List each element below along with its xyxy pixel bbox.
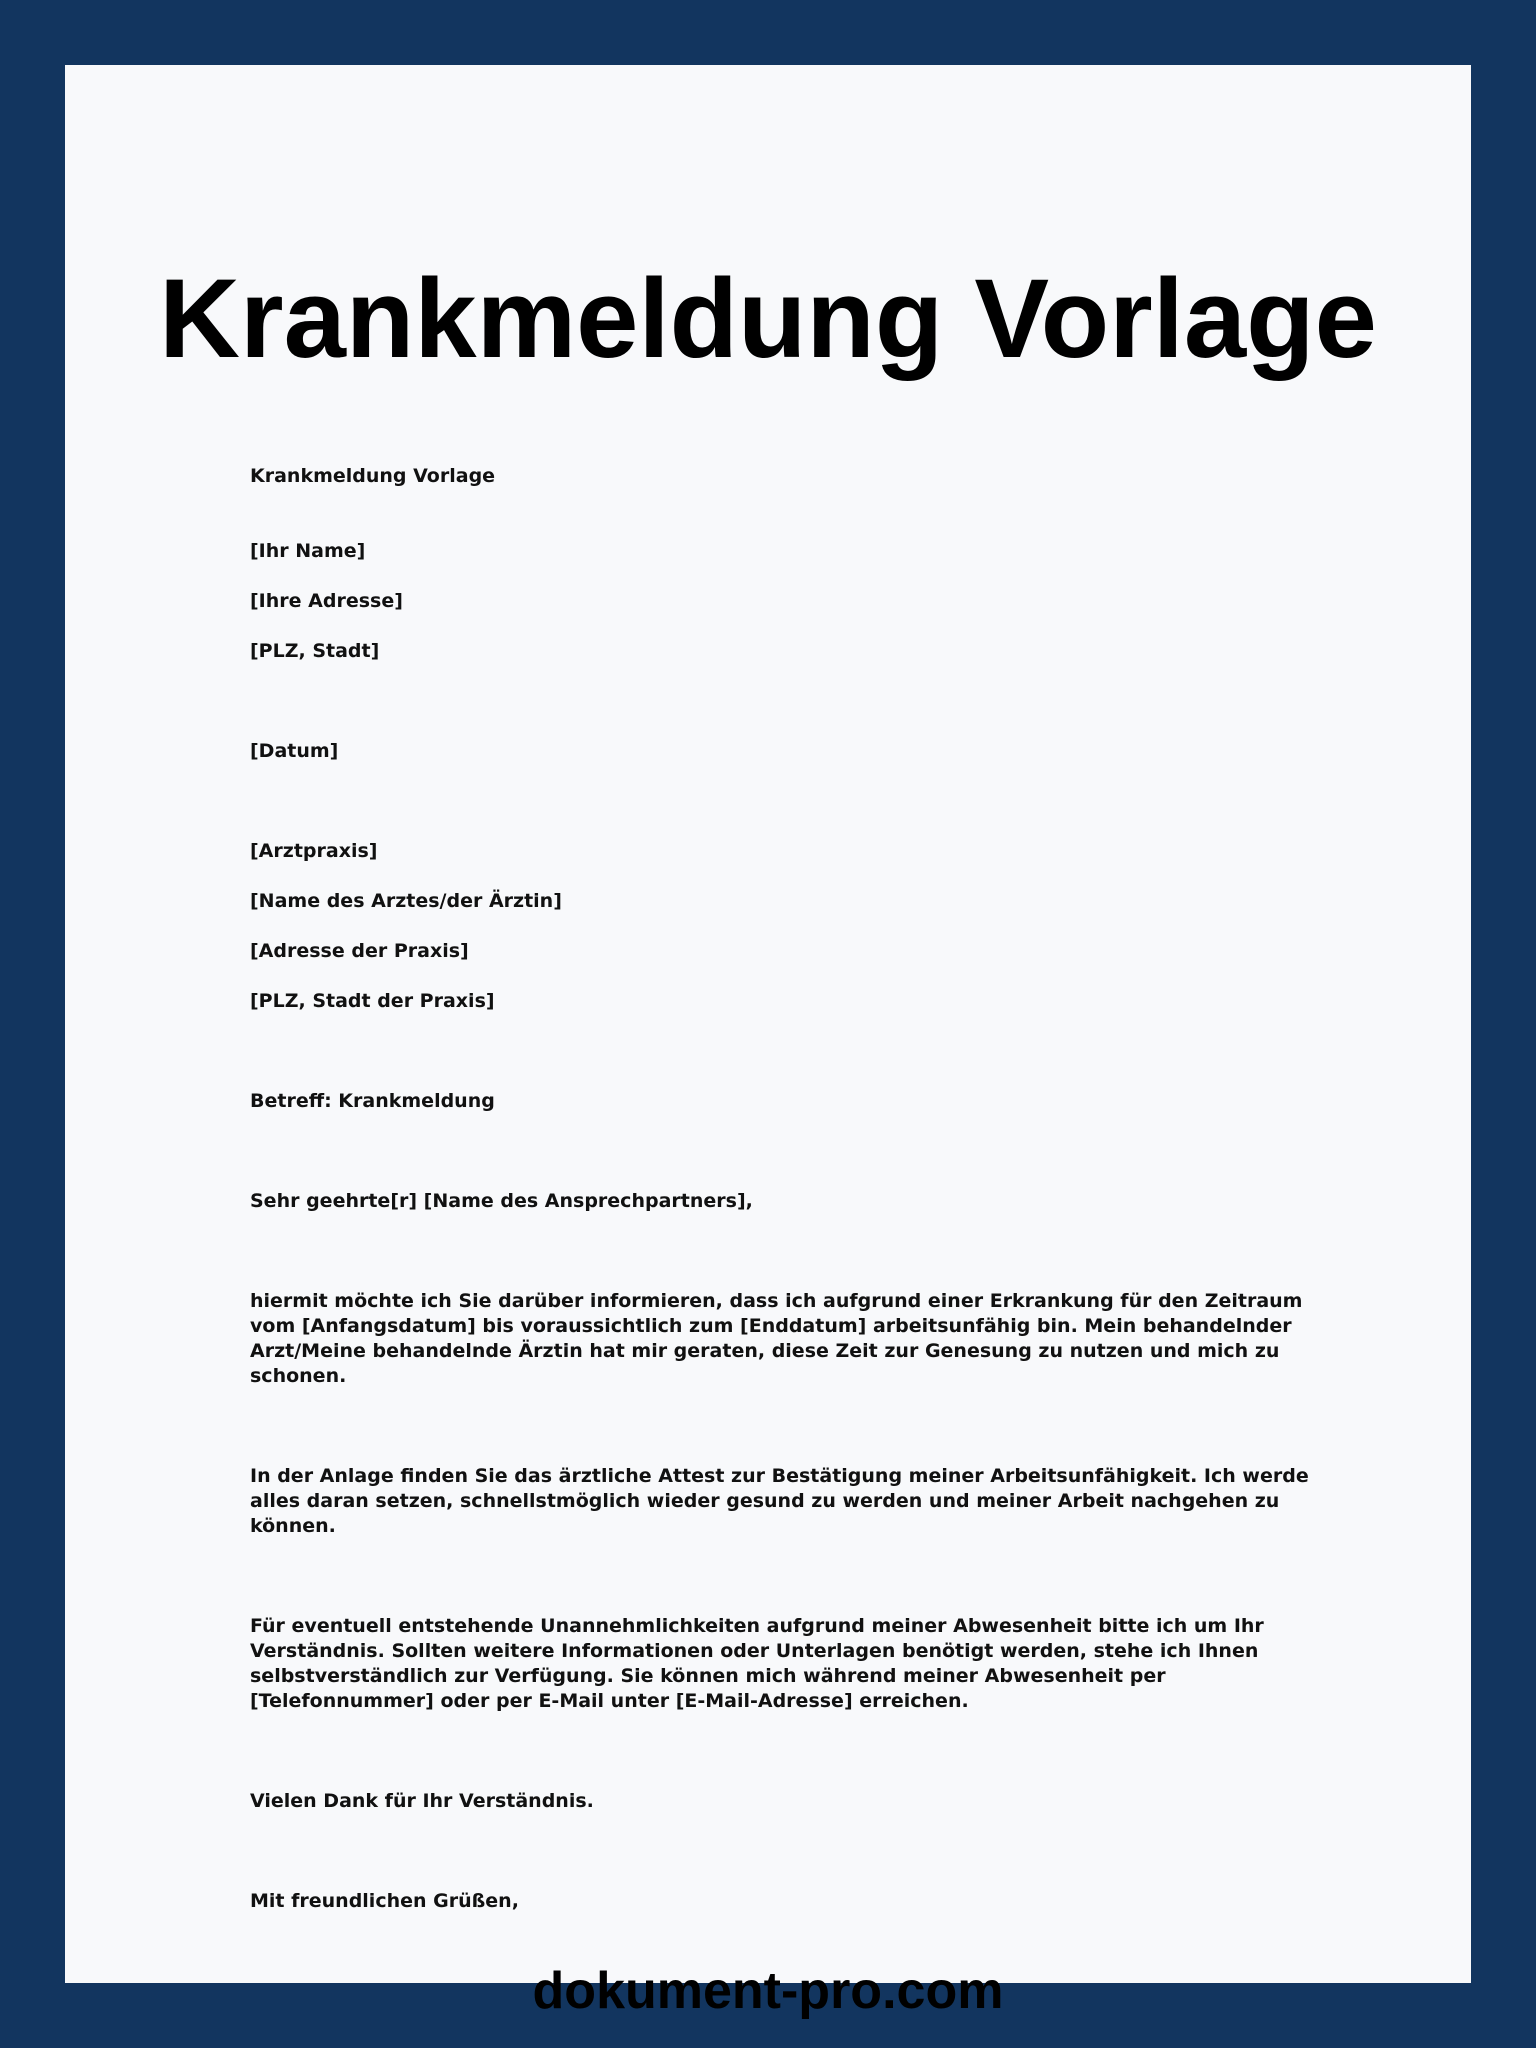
letter-body <box>250 464 1345 1914</box>
letter-thanks: Vielen Dank für Ihr Verständnis. <box>250 1790 594 1812</box>
body-paragraph: hiermit möchte ich Sie darüber informieren, dass ich aufgrund einer Erkrankung für den Zeitraum vom [Anfangsdatum] bis voraussichtlich zum [Enddatum] arbeitsunfähig bin. Mein behandelnder Arzt/Meine behandelnde Ärztin hat mir geraten, diese Zeit zur Genesung zu nutzen und mich zu schonen. <box>250 1290 1303 1387</box>
letter-subject: Betreff: Krankmeldung <box>250 1090 495 1112</box>
sender-city: [PLZ, Stadt] <box>250 640 380 662</box>
recipient-address: [Adresse der Praxis] <box>250 940 469 962</box>
letter-heading: Krankmeldung Vorlage <box>250 465 496 487</box>
letter-salutation: Sehr geehrte[r] [Name des Ansprechpartners], <box>250 1190 753 1212</box>
page-title: Krankmeldung Vorlage <box>159 256 1377 381</box>
recipient-doctor: [Name des Arztes/der Ärztin] <box>250 890 562 912</box>
recipient-city: [PLZ, Stadt der Praxis] <box>250 990 495 1012</box>
recipient-practice: [Arztpraxis] <box>250 840 378 862</box>
sender-name: [Ihr Name] <box>250 540 366 562</box>
letter-closing: Mit freundlichen Grüßen, <box>250 1890 519 1912</box>
body-paragraph: In der Anlage finden Sie das ärztliche Attest zur Bestätigung meiner Arbeitsunfähigkeit. Ich werde alles daran setzen, schnellstmöglich wieder gesund zu werden und meiner Arbeit nachgehen zu können. <box>250 1465 1309 1537</box>
letter-date: [Datum] <box>250 740 339 762</box>
document-page <box>65 65 1471 2020</box>
sender-address: [Ihre Adresse] <box>250 590 403 612</box>
body-paragraph: Für eventuell entstehende Unannehmlichkeiten aufgrund meiner Abwesenheit bitte ich um Ihr Verständnis. Sollten weitere Informationen oder Unterlagen benötigt werden, stehe ich Ihnen selbstverständlich zur Verfügung. Sie können mich während meiner Abwesenheit per [Telefonnummer] oder per E-Mail unter [E-Mail-Adresse] erreichen. <box>250 1615 1264 1712</box>
footer-site-name: dokument-pro.com <box>532 1962 1004 2020</box>
